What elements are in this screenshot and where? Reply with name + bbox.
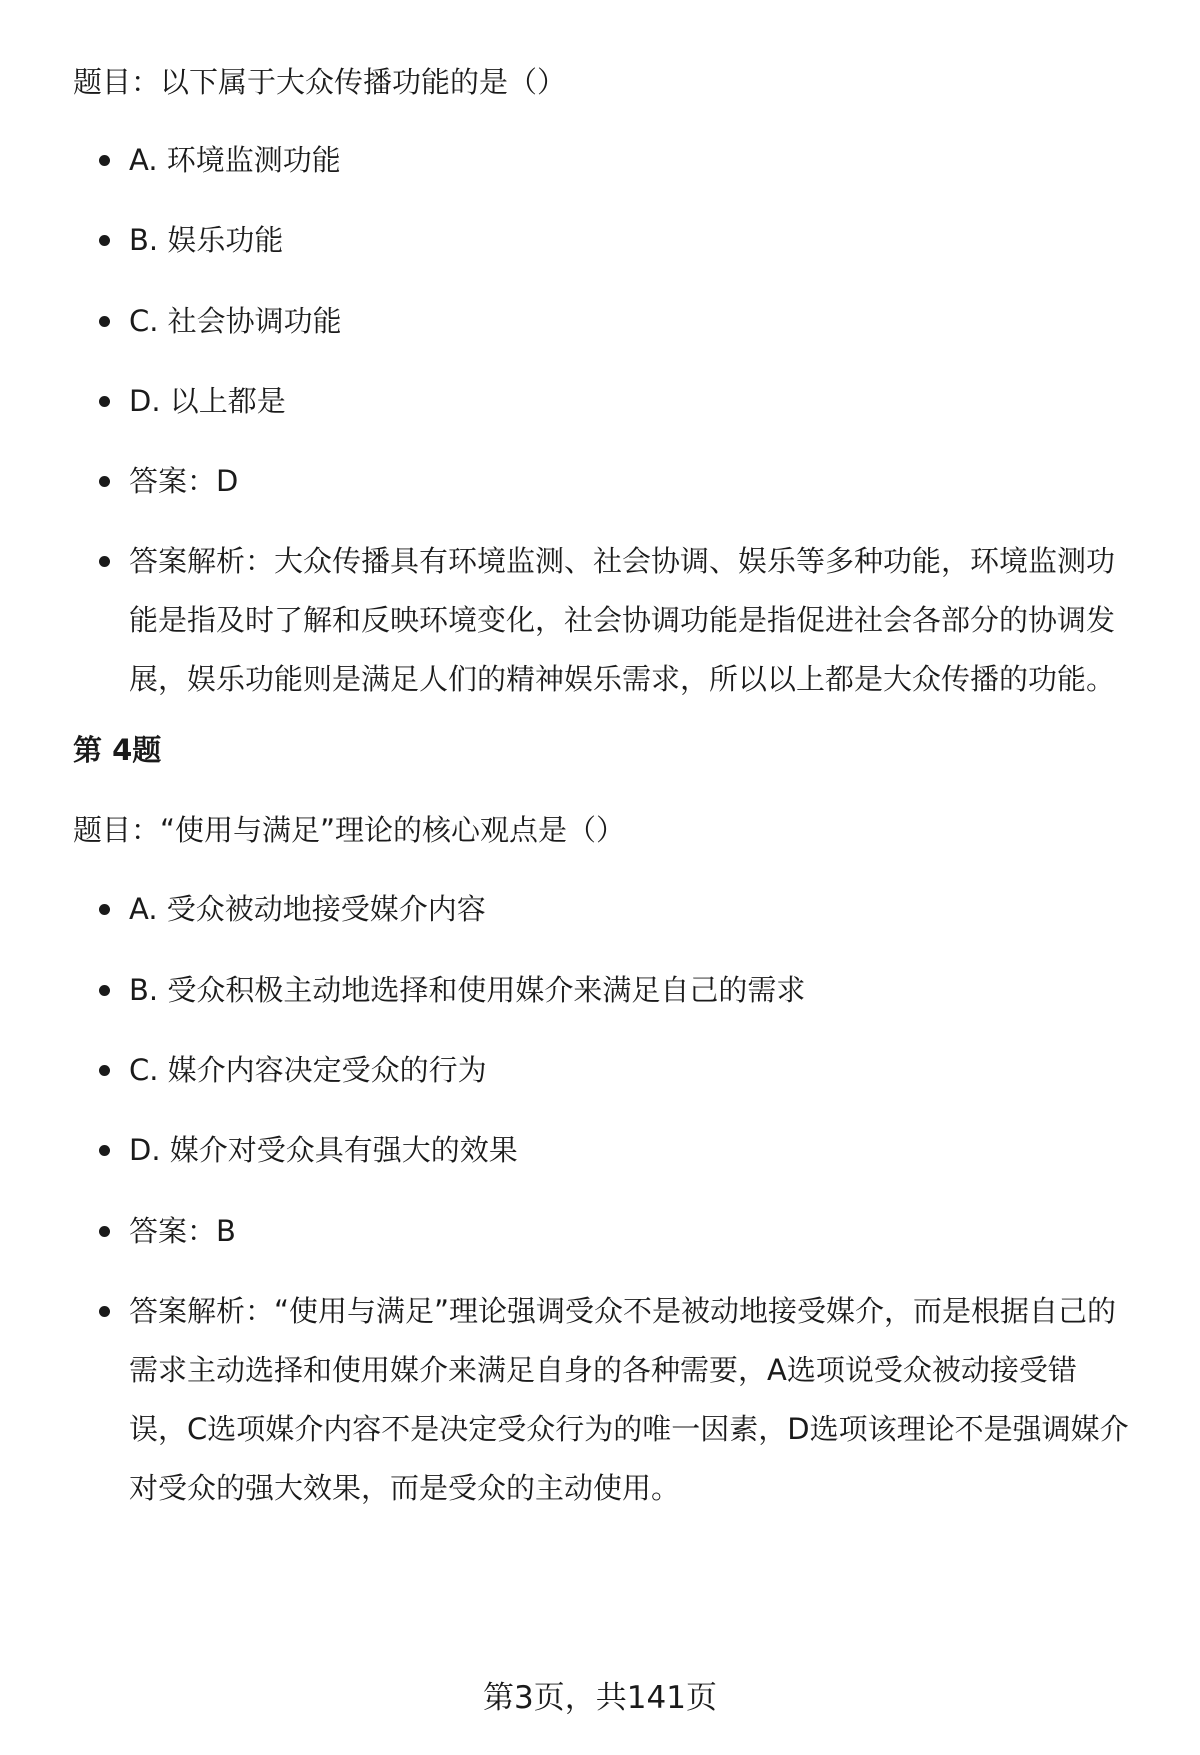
explanation-text: 答案解析：大众传播具有环境监测、社会协调、娱乐等多种功能，环境监测功能是指及时了解和反映环境变化，社会协调功能是指促进社会各部分的协调发展，娱乐功能则是满足人们的精神娱乐需求，所以以上都是大众传播的功能。 bbox=[129, 544, 1116, 696]
bullet-icon bbox=[99, 1226, 110, 1237]
option-b bbox=[99, 961, 1139, 1020]
answer bbox=[99, 1202, 1139, 1261]
option-text: D. 媒介对受众具有强大的效果 bbox=[129, 1133, 518, 1167]
answer-text: 答案：D bbox=[129, 464, 239, 498]
option-d bbox=[99, 1121, 1139, 1180]
bullet-icon bbox=[99, 235, 110, 246]
option-a bbox=[99, 131, 1139, 190]
explanation-text: 答案解析：“使用与满足”理论强调受众不是被动地接受媒介，而是根据自己的需求主动选择和使用媒介来满足自身的各种需要，A选项说受众被动接受错误，C选项媒介内容不是决定受众行为的唯一因素，D选项该理论不是强调媒介对受众的强大效果，而是受众的主动使用。 bbox=[129, 1294, 1129, 1505]
option-text: B. 受众积极主动地选择和使用媒介来满足自己的需求 bbox=[129, 973, 806, 1007]
answer bbox=[99, 452, 1139, 511]
answer-text: 答案：B bbox=[129, 1214, 236, 1248]
option-text: B. 娱乐功能 bbox=[129, 223, 284, 257]
answer-explanation bbox=[99, 532, 1139, 709]
bullet-icon bbox=[99, 904, 110, 915]
option-a bbox=[99, 880, 1139, 939]
option-text: A. 受众被动地接受媒介内容 bbox=[129, 892, 486, 926]
question-heading: 第 4题 bbox=[73, 733, 162, 767]
question-stem: 题目：以下属于大众传播功能的是（） bbox=[73, 65, 567, 99]
bullet-icon bbox=[99, 316, 110, 327]
option-text: C. 社会协调功能 bbox=[129, 304, 342, 338]
option-text: C. 媒介内容决定受众的行为 bbox=[129, 1053, 487, 1087]
bullet-icon bbox=[99, 396, 110, 407]
question-stem: 题目：“使用与满足”理论的核心观点是（） bbox=[73, 813, 626, 847]
option-d bbox=[99, 372, 1139, 431]
page-number: 第3页，共141页 bbox=[483, 1680, 717, 1716]
bullet-icon bbox=[99, 476, 110, 487]
bullet-icon bbox=[99, 556, 110, 567]
bullet-icon bbox=[99, 1306, 110, 1317]
bullet-icon bbox=[99, 1065, 110, 1076]
option-text: D. 以上都是 bbox=[129, 384, 286, 418]
answer-explanation bbox=[99, 1282, 1139, 1518]
option-text: A. 环境监测功能 bbox=[129, 143, 341, 177]
bullet-icon bbox=[99, 985, 110, 996]
option-c bbox=[99, 1041, 1139, 1100]
bullet-icon bbox=[99, 1145, 110, 1156]
option-b bbox=[99, 211, 1139, 270]
option-c bbox=[99, 292, 1139, 351]
bullet-icon bbox=[99, 155, 110, 166]
